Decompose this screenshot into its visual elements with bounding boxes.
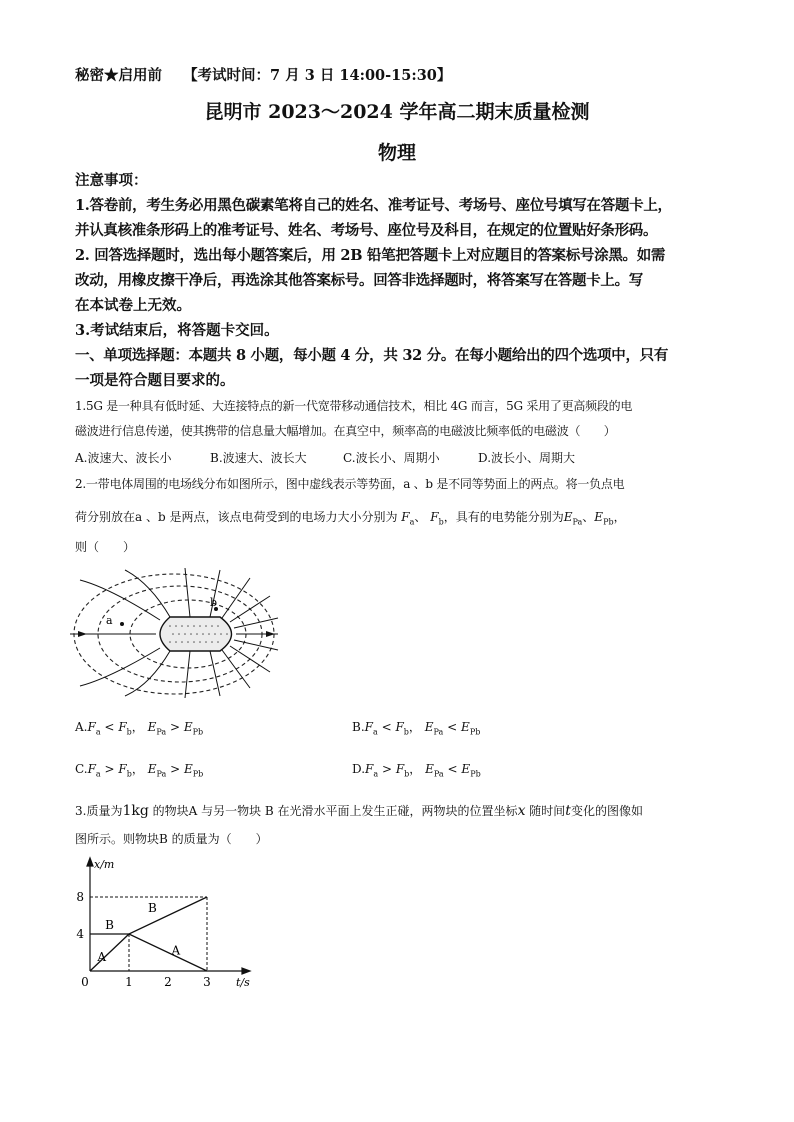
q3-line-2: 图所示。则物块B 的质量为（ ） xyxy=(75,832,268,846)
label-a: a xyxy=(106,614,113,627)
x-tick-label: 0 xyxy=(81,975,89,989)
x-axis-label: t/s xyxy=(236,976,250,989)
field-line xyxy=(230,646,270,672)
q1-option-d[interactable]: D.波长小、周期大 xyxy=(478,451,576,465)
q1-option-a[interactable]: A.波速大、波长小 xyxy=(75,451,172,465)
q2-line-3: 则（ ） xyxy=(75,540,136,554)
q2-option-d[interactable]: $D.F_a > F_b$， $E_{Pa} < E_{Pb}$ xyxy=(352,762,481,779)
q2-line: 2.一带电体周围的电场线分布如图所示，图中虚线表示等势面，a 、b 是不同等势面上的两点。将一负点电 xyxy=(75,477,625,491)
exam-time: 【考试时间：7 月 3 日 14:00-15:30】 xyxy=(183,67,452,84)
notice-line: 2. 回答选择题时，选出每小题答案后，用 2B 铅笔把答题卡上对应题目的答案标号涂黑。如需 xyxy=(75,247,666,264)
q2-line-2: 荷分别放在a 、b 是两点，该点电荷受到的电场力大小分别为 $F_a$、 $F_b$，具有的电势能分别为$E_{Pa}$、$E_{Pb}$， xyxy=(75,510,626,527)
question-3: 3.质量为1kg 的物块A 与另一物块 B 在光滑水平面上发生正碰，两物块的位置坐标x 随时间t变化的图像如 xyxy=(75,803,643,819)
q1-line: 磁波进行信息传递，使其携带的信息量大幅增加。在真空中，频率高的电磁波比频率低的电磁波（ ） xyxy=(75,424,616,438)
q2-option-c[interactable]: $C.F_a > F_b$， $E_{Pa} > E_{Pb}$ xyxy=(75,762,204,779)
notice-line: 在本试卷上无效。 xyxy=(75,297,191,314)
field-line xyxy=(230,596,270,622)
section-line: 一项是符合题目要求的。 xyxy=(75,372,235,389)
position-time-chart xyxy=(74,856,254,996)
electric-field-figure xyxy=(70,568,280,698)
confidential-mark: 秘密★启用前 xyxy=(75,67,162,84)
q2-option-a[interactable]: $A.F_a < F_b$， $E_{Pa} > E_{Pb}$ xyxy=(75,720,204,737)
notice-block xyxy=(75,168,725,343)
q1-line: 1.5G 是一种具有低时延、大连接特点的新一代宽带移动通信技术，相比 4G 而言，5G 采用了更高频段的电 xyxy=(75,399,633,413)
field-line xyxy=(234,618,278,628)
section-line: 一、单项选择题：本题共 8 小题，每小题 4 分，共 32 分。在每小题给出的四个选项中，只有 xyxy=(75,347,669,364)
label-b: b xyxy=(210,596,218,609)
series-annotation: A xyxy=(97,950,107,965)
x-tick-label: 1 xyxy=(125,975,133,989)
notice-line: 3.考试结束后，将答题卡交回。 xyxy=(75,322,279,339)
y-axis-arrow-icon xyxy=(87,858,93,866)
q2-option-b[interactable]: $B.F_a < F_b$， $E_{Pa} < E_{Pb}$ xyxy=(352,720,481,737)
q1-option-b[interactable]: B.波速大、波长大 xyxy=(210,451,307,465)
question-2 xyxy=(75,472,725,497)
question-1 xyxy=(75,394,725,444)
notice-line: 并认真核准条形码上的准考证号、姓名、考场号、座位号及科目，在规定的位置贴好条形码。 xyxy=(75,222,658,239)
y-tick-label: 8 xyxy=(76,890,84,904)
series-annotation: A xyxy=(171,943,181,958)
arrow-icon xyxy=(78,631,87,637)
x-axis-arrow-icon xyxy=(242,968,250,974)
notice-line: 改动，用橡皮擦干净后，再选涂其他答案标号。回答非选择题时，将答案写在答题卡上。写 xyxy=(75,272,643,289)
x-tick-label: 2 xyxy=(164,975,172,989)
point-a xyxy=(120,622,124,626)
exam-title: 昆明市 2023～2024 学年高二期末质量检测 xyxy=(204,101,590,123)
y-axis-label: x/m xyxy=(94,858,115,871)
series-annotation: B xyxy=(105,917,114,932)
q1-option-c[interactable]: C.波长小、周期小 xyxy=(343,451,440,465)
series-line-a xyxy=(90,934,207,971)
x-tick-label: 3 xyxy=(203,975,211,989)
y-tick-label: 4 xyxy=(76,927,84,941)
section-heading xyxy=(75,343,725,393)
exam-subject: 物理 xyxy=(377,142,416,164)
q1-options xyxy=(75,449,725,466)
notice-heading: 注意事项： xyxy=(75,172,148,189)
exam-header xyxy=(75,64,451,85)
series-annotation: B xyxy=(147,901,157,916)
field-line xyxy=(185,651,190,698)
field-line xyxy=(185,568,190,617)
notice-line: 1.答卷前，考生务必用黑色碳素笔将自己的姓名、准考证号、考场号、座位号填写在答题卡上， xyxy=(75,197,672,214)
